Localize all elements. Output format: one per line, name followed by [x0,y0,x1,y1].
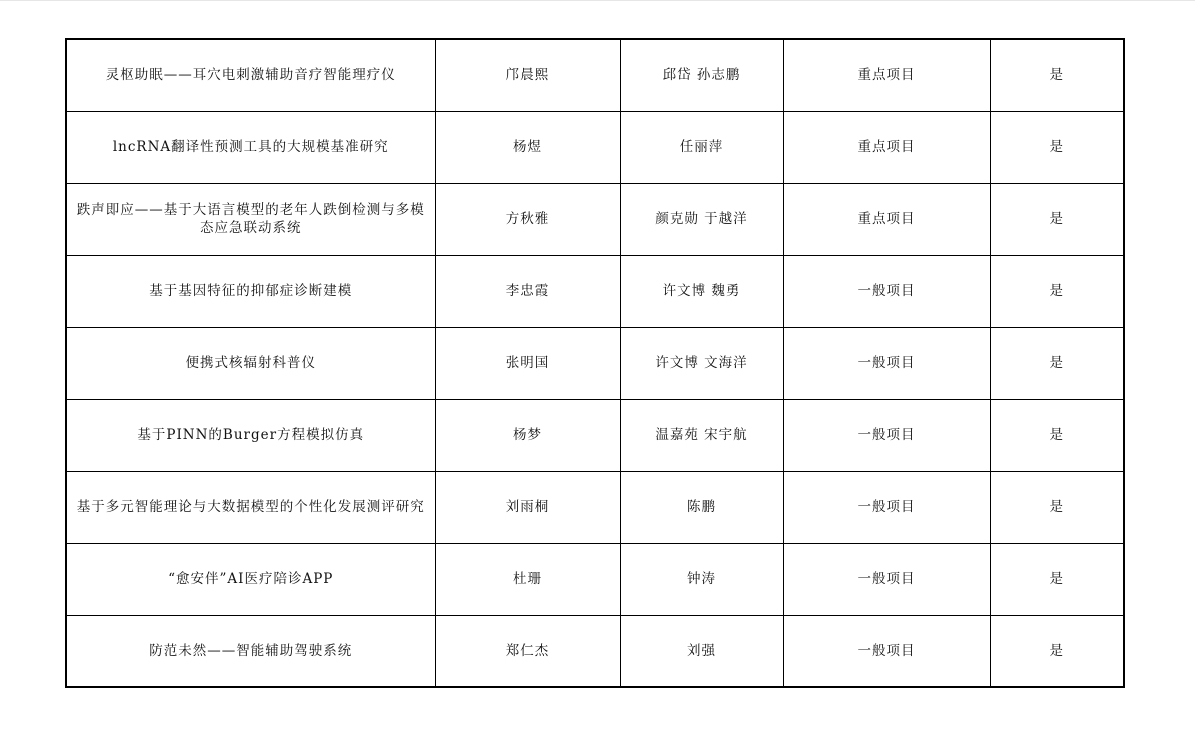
project-level-cell: 重点项目 [783,111,990,183]
project-name-cell: “愈安伴”AI医疗陪诊APP [66,543,435,615]
approval-cell: 是 [990,471,1124,543]
advisor-cell: 陈鹏 [620,471,783,543]
project-name-cell: 基于基因特征的抑郁症诊断建模 [66,255,435,327]
project-name-cell: 基于PINN的Burger方程模拟仿真 [66,399,435,471]
approval-cell: 是 [990,39,1124,111]
table-row [66,471,1124,543]
leader-cell: 杜珊 [435,543,620,615]
approval-cell: 是 [990,111,1124,183]
approval-cell: 是 [990,255,1124,327]
project-name-cell: 便携式核辐射科普仪 [66,327,435,399]
leader-cell: 杨梦 [435,399,620,471]
table-row [66,39,1124,111]
table-row [66,183,1124,255]
project-level-cell: 一般项目 [783,615,990,687]
advisor-cell: 温嘉苑 宋宇航 [620,399,783,471]
advisor-cell: 任丽萍 [620,111,783,183]
leader-cell: 张明国 [435,327,620,399]
approval-cell: 是 [990,327,1124,399]
approval-cell: 是 [990,615,1124,687]
approval-cell: 是 [990,399,1124,471]
project-name-cell: 基于多元智能理论与大数据模型的个性化发展测评研究 [66,471,435,543]
approval-cell: 是 [990,543,1124,615]
table-row [66,399,1124,471]
project-name-cell: 灵枢助眠——耳穴电刺激辅助音疗智能理疗仪 [66,39,435,111]
project-level-cell: 一般项目 [783,471,990,543]
project-level-cell: 一般项目 [783,255,990,327]
project-level-cell: 一般项目 [783,327,990,399]
table-row [66,255,1124,327]
project-name-cell: 跌声即应——基于大语言模型的老年人跌倒检测与多模态应急联动系统 [66,183,435,255]
leader-cell: 李忠霞 [435,255,620,327]
advisor-cell: 刘强 [620,615,783,687]
advisor-cell: 邱岱 孙志鹏 [620,39,783,111]
leader-cell: 刘雨桐 [435,471,620,543]
project-level-cell: 一般项目 [783,543,990,615]
project-name-cell: lncRNA翻译性预测工具的大规模基准研究 [66,111,435,183]
advisor-cell: 钟涛 [620,543,783,615]
leader-cell: 方秋雅 [435,183,620,255]
approval-cell: 是 [990,183,1124,255]
leader-cell: 杨煜 [435,111,620,183]
table-row [66,543,1124,615]
project-level-cell: 一般项目 [783,399,990,471]
project-name-cell: 防范未然——智能辅助驾驶系统 [66,615,435,687]
table-row [66,111,1124,183]
advisor-cell: 许文博 文海洋 [620,327,783,399]
advisor-cell: 许文博 魏勇 [620,255,783,327]
leader-cell: 郑仁杰 [435,615,620,687]
project-table [65,38,1125,688]
project-level-cell: 重点项目 [783,183,990,255]
leader-cell: 邝晨熙 [435,39,620,111]
table-row [66,615,1124,687]
table-row [66,327,1124,399]
page-top-rule [0,0,1195,1]
project-level-cell: 重点项目 [783,39,990,111]
advisor-cell: 颜克勋 于越洋 [620,183,783,255]
